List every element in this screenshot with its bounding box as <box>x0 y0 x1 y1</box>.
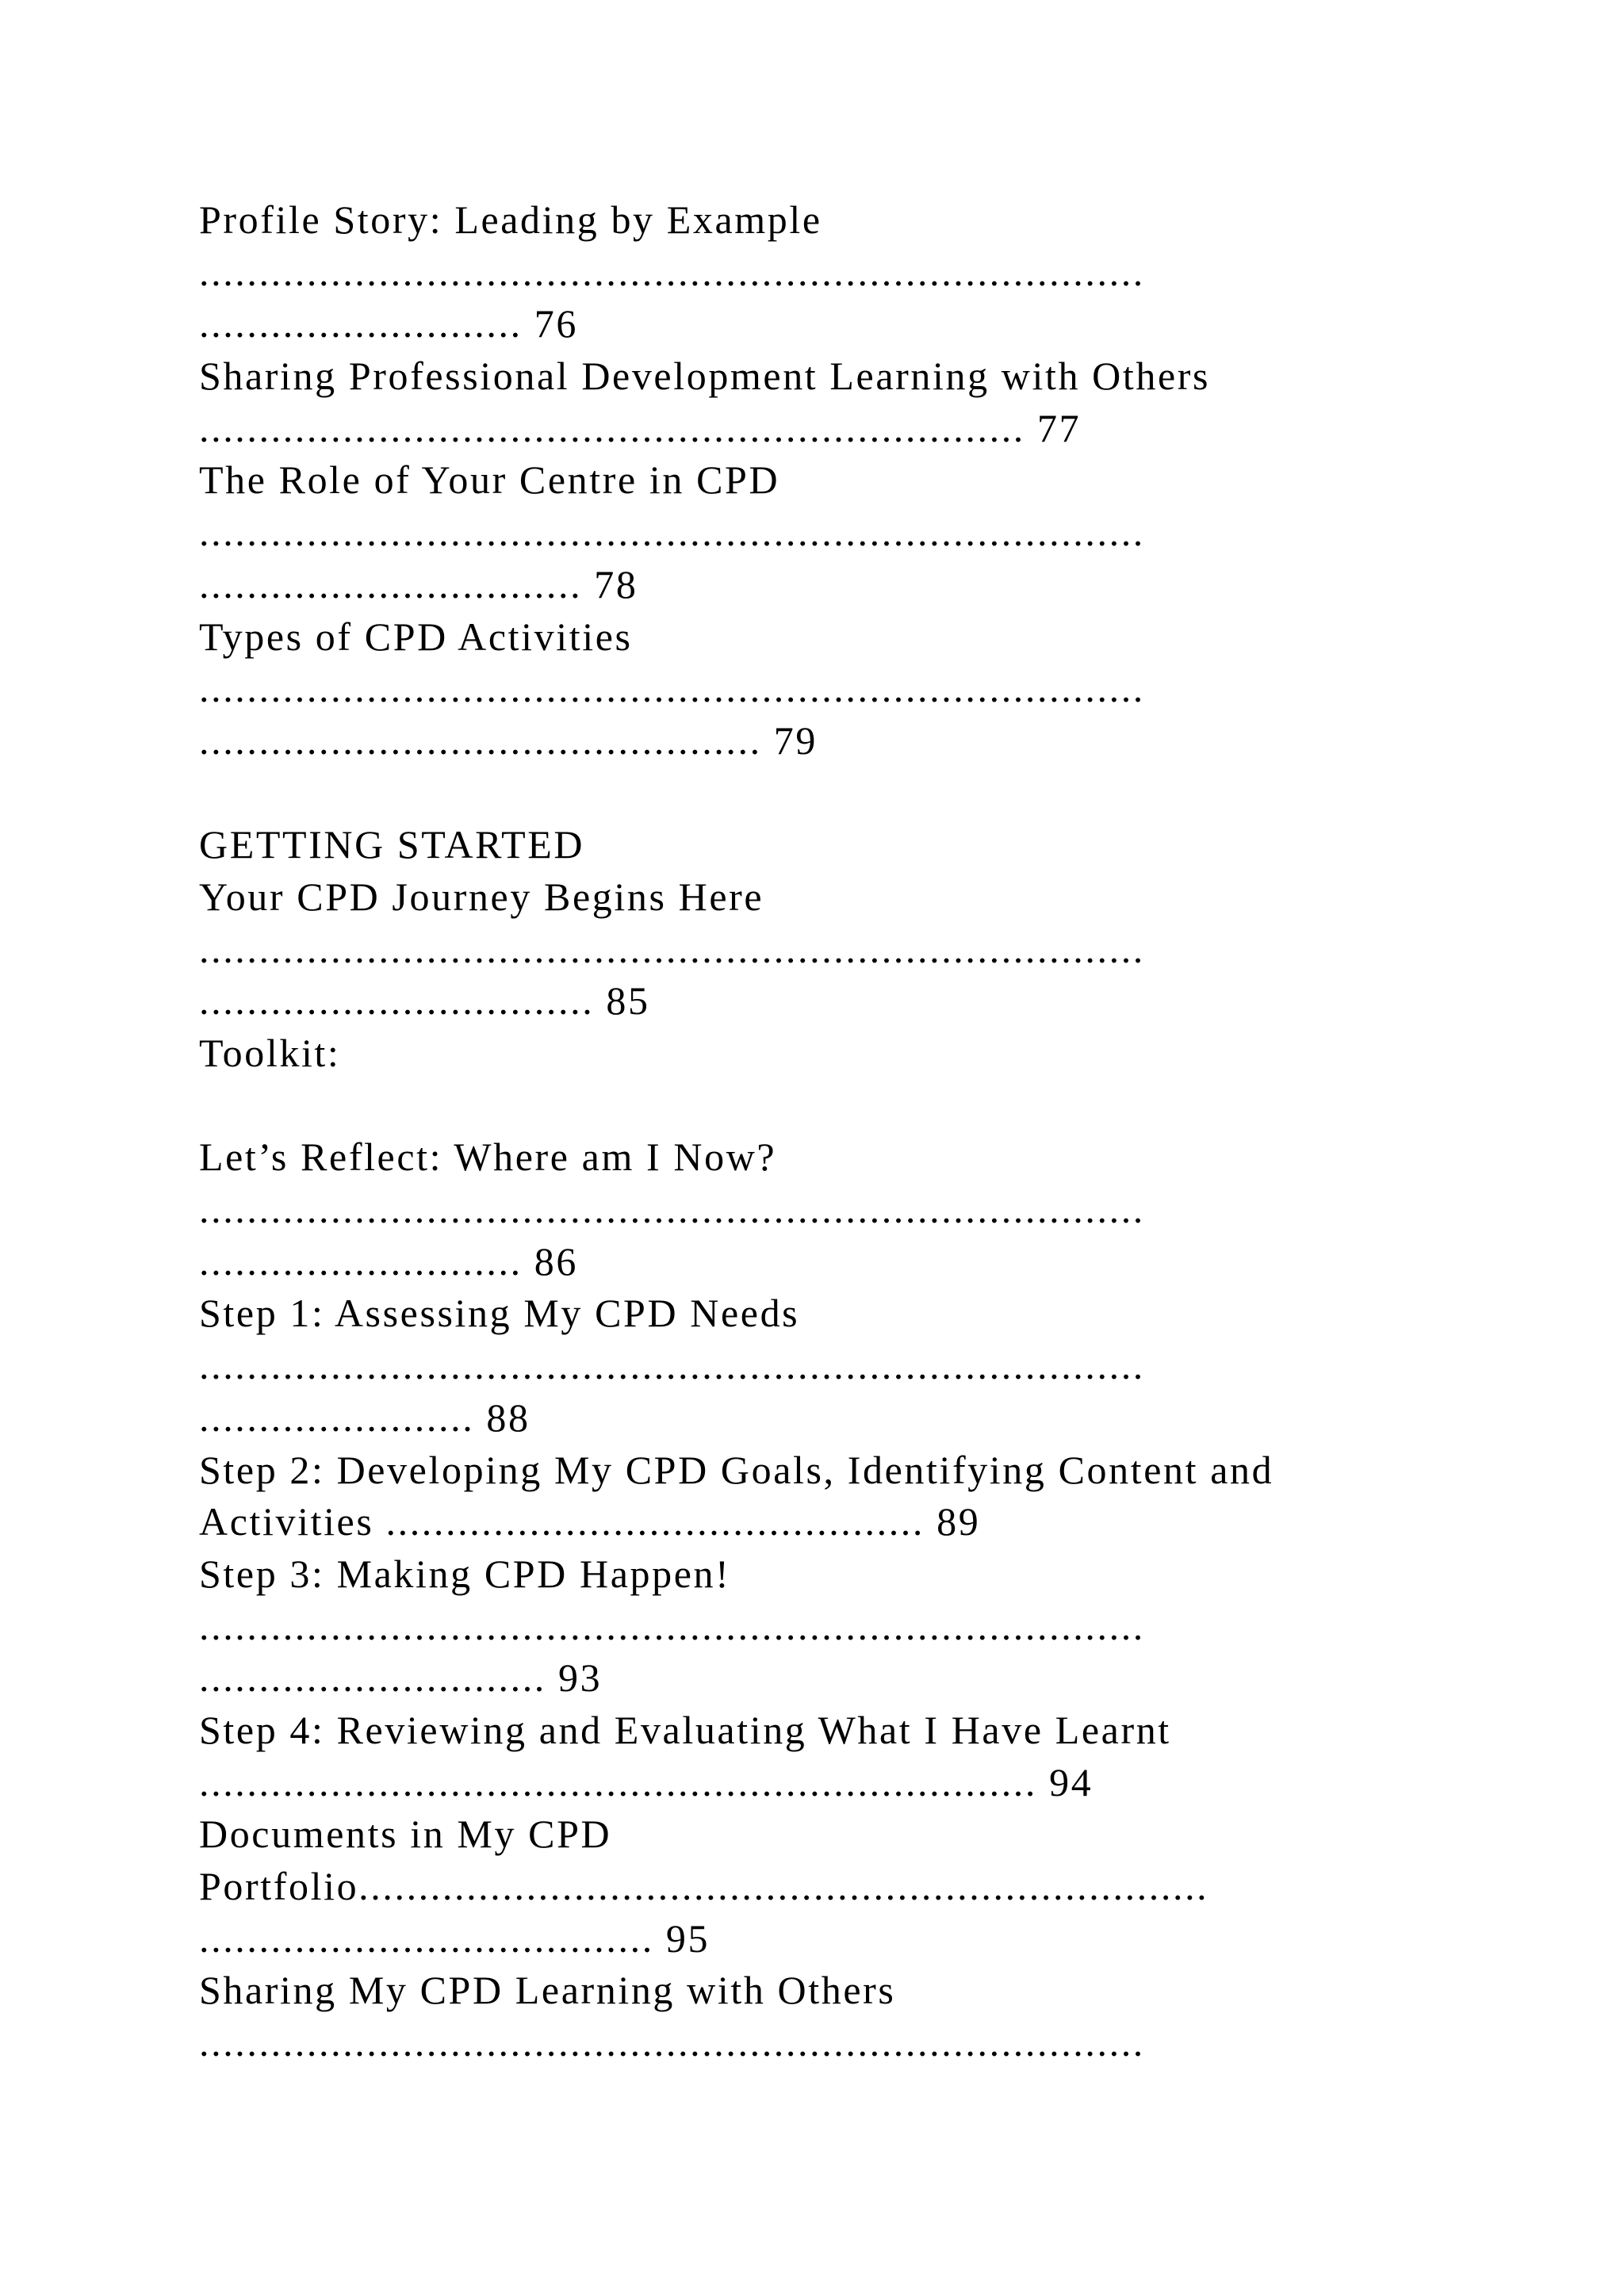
spacer <box>199 767 1436 820</box>
toc-leader-page: ..................................................................... 77 <box>199 405 1082 450</box>
toc-entry-sharing-professional-development <box>199 350 1436 454</box>
toc-leader-page: ................................. 85 <box>199 978 650 1024</box>
toc-leader-dots: ............................................................................... <box>199 2020 1145 2065</box>
toc-entry-title: Let’s Reflect: Where am I Now? <box>199 1135 777 1180</box>
toc-leader-page: ............................................... 79 <box>199 718 818 763</box>
toc-entry-title: Profile Story: Leading by Example <box>199 197 822 242</box>
toc-leader-dots: ............................................................................... <box>199 1603 1145 1648</box>
toc-entry-title-continued: Portfolio....................................................................... <box>199 1864 1209 1908</box>
toc-entry-title: Step 4: Reviewing and Evaluating What I Have Learnt <box>199 1707 1171 1752</box>
toc-entry-types-of-cpd-activities <box>199 611 1436 767</box>
toc-leader-dots: ............................................................................... <box>199 510 1145 555</box>
toc-entry-title: The Role of Your Centre in CPD <box>199 457 780 503</box>
toc-leader-page: ...................................................................... 94 <box>199 1759 1094 1804</box>
toolkit-label: Toolkit: <box>199 1031 341 1075</box>
toc-entry-role-of-centre <box>199 454 1436 610</box>
section-heading: GETTING STARTED <box>199 822 585 867</box>
toc-entry-title: Documents in My CPD <box>199 1812 612 1857</box>
toc-entry-step-3 <box>199 1548 1436 1705</box>
toc-leader-dots: ............................................................................... <box>199 926 1145 971</box>
toc-leader-page: ............................. 93 <box>199 1655 603 1701</box>
toc-entry-sharing-my-cpd-learning <box>199 1965 1436 2068</box>
toc-leader-page: ....................... 88 <box>199 1395 530 1440</box>
toc-entry-title: Your CPD Journey Begins Here <box>199 874 764 919</box>
table-of-contents <box>199 194 1436 2069</box>
toc-entry-profile-story <box>199 194 1436 350</box>
toc-entry-title: Step 1: Assessing My CPD Needs <box>199 1291 800 1336</box>
toc-entry-lets-reflect <box>199 1131 1436 1288</box>
toc-entry-title: Step 3: Making CPD Happen! <box>199 1551 731 1596</box>
toc-leader-page: ................................ 78 <box>199 561 638 607</box>
toc-leader-dots: ............................................................................... <box>199 1343 1145 1388</box>
toc-entry-title: Types of CPD Activities <box>199 614 633 659</box>
toc-entry-cpd-journey <box>199 871 1436 1027</box>
toc-leader-page: ........................... 76 <box>199 301 578 346</box>
spacer <box>199 1080 1436 1132</box>
toc-entry-title: Sharing Professional Development Learning with Others <box>199 354 1211 399</box>
toc-leader-page: ........................... 86 <box>199 1238 578 1284</box>
toc-leader-dots: ............................................................................... <box>199 249 1145 294</box>
toc-entry-step-2 <box>199 1445 1436 1548</box>
toc-leader-page: Activities ............................................. 89 <box>199 1499 981 1544</box>
toc-leader-page: ...................................... 95 <box>199 1915 710 1961</box>
toc-leader-dots: ............................................................................... <box>199 666 1145 711</box>
toc-entry-step-1 <box>199 1288 1436 1444</box>
toc-entry-title: Step 2: Developing My CPD Goals, Identifying Content and <box>199 1447 1274 1492</box>
toc-entry-step-4 <box>199 1705 1436 1808</box>
toc-entry-title: Sharing My CPD Learning with Others <box>199 1968 896 2013</box>
toc-leader-dots: ............................................................................... <box>199 1187 1145 1232</box>
toc-entry-documents-portfolio <box>199 1808 1436 1965</box>
